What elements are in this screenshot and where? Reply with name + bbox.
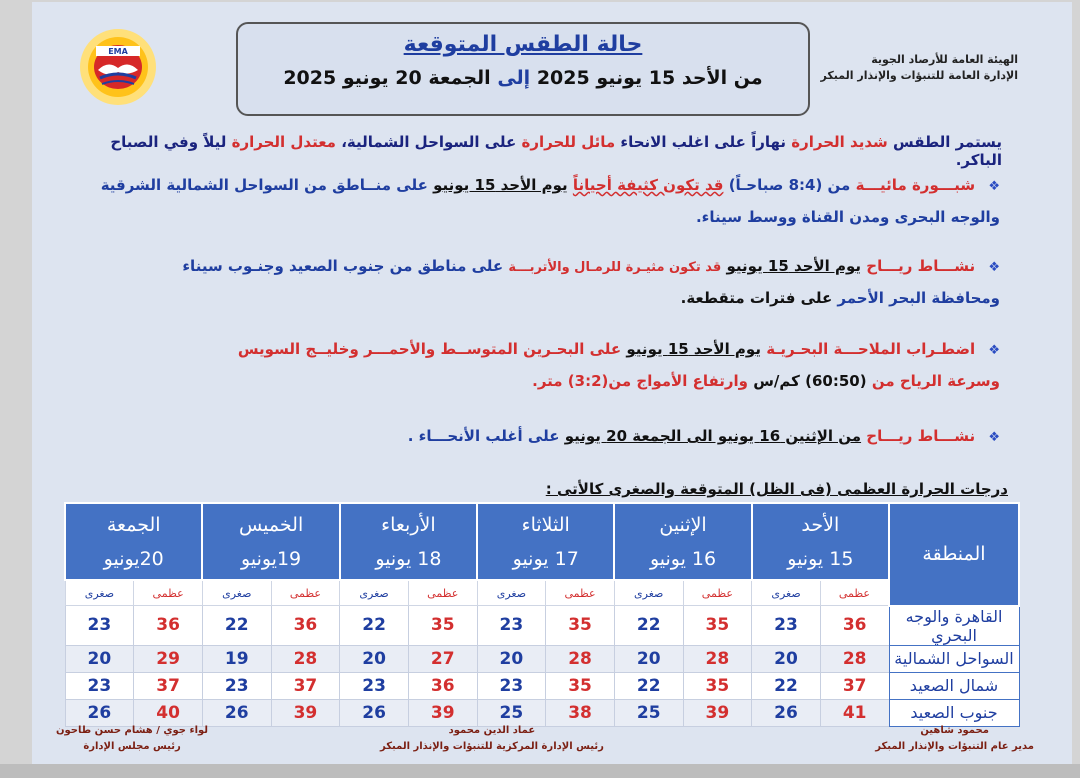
min-temp-cell: 25 bbox=[614, 699, 683, 726]
min-temp-cell: 26 bbox=[202, 699, 271, 726]
wind-periods: على فترات متقطعة. bbox=[680, 289, 833, 307]
table-caption-text: درجات الحرارة العظمى (فى الظل) المتوقعة والصغرى كالأتى : bbox=[545, 480, 1008, 498]
wind-areas: على مناطق من جنوب الصعيد وجنـوب سيناء bbox=[182, 257, 504, 275]
day-date: 19يونيو bbox=[241, 547, 302, 570]
fog-time: من (8:4 صباحـاً) bbox=[728, 176, 851, 194]
day-header bbox=[614, 503, 751, 580]
min-temp-cell: 26 bbox=[340, 699, 409, 726]
min-temp-cell: 23 bbox=[202, 672, 271, 699]
region-name: القاهرة والوجه البحري bbox=[889, 606, 1019, 646]
min-label: صغرى bbox=[340, 580, 409, 606]
wind-week-days: من الإثنين 16 يونيو الى الجمعة 20 يونيو bbox=[564, 427, 862, 445]
day-name: الخميس bbox=[238, 513, 304, 536]
range-from: من الأحد 15 يونيو 2025 bbox=[536, 67, 763, 89]
max-temp-cell: 28 bbox=[271, 645, 340, 672]
min-label: صغرى bbox=[65, 580, 134, 606]
day-name: الثلاثاء bbox=[521, 513, 570, 536]
wind-warning-week bbox=[40, 421, 1000, 453]
intro-text: يستمر الطقس bbox=[892, 133, 1002, 151]
min-temp-cell: 23 bbox=[65, 606, 134, 646]
max-temp-cell: 35 bbox=[546, 672, 615, 699]
intro-highlight: مائل للحرارة bbox=[521, 133, 616, 151]
min-temp-cell: 20 bbox=[614, 645, 683, 672]
min-temp-cell: 25 bbox=[477, 699, 546, 726]
max-temp-cell: 37 bbox=[134, 672, 203, 699]
max-temp-cell: 37 bbox=[820, 672, 889, 699]
range-to: الجمعة 20 يونيو 2025 bbox=[283, 67, 491, 89]
wind-day: يوم الأحد 15 يونيو bbox=[726, 257, 862, 275]
range-separator: إلى bbox=[497, 67, 531, 89]
max-temp-cell: 38 bbox=[546, 699, 615, 726]
signature-general-manager bbox=[875, 723, 1034, 755]
min-temp-cell: 20 bbox=[477, 645, 546, 672]
bullet-icon: ❖ bbox=[988, 179, 1000, 194]
signatory-title: رئيس الإدارة المركزية للتنبؤات والإنذار المبكر bbox=[380, 741, 604, 752]
max-temp-cell: 37 bbox=[271, 672, 340, 699]
min-temp-cell: 22 bbox=[752, 672, 821, 699]
table-row bbox=[65, 699, 1019, 726]
min-temp-cell: 20 bbox=[65, 645, 134, 672]
day-header bbox=[202, 503, 339, 580]
min-temp-cell: 22 bbox=[614, 672, 683, 699]
fog-label: شبـــورة مائيـــة bbox=[855, 176, 976, 194]
region-name: جنوب الصعيد bbox=[889, 699, 1019, 726]
min-label: صغرى bbox=[202, 580, 271, 606]
signature-chairman bbox=[56, 723, 208, 755]
min-label: صغرى bbox=[752, 580, 821, 606]
min-temp-cell: 22 bbox=[202, 606, 271, 646]
wind-week-label: نشـــاط ريـــاح bbox=[866, 427, 976, 445]
max-temp-cell: 29 bbox=[134, 645, 203, 672]
logo-text: EMA bbox=[108, 47, 128, 56]
min-temp-cell: 23 bbox=[65, 672, 134, 699]
max-temp-cell: 27 bbox=[408, 645, 477, 672]
intro-text: على السواحل الشمالية، bbox=[341, 133, 517, 151]
max-temp-cell: 39 bbox=[683, 699, 752, 726]
max-temp-cell: 36 bbox=[408, 672, 477, 699]
min-temp-cell: 23 bbox=[477, 672, 546, 699]
max-label: عظمى bbox=[134, 580, 203, 606]
fog-day: يوم الأحد 15 يونيو bbox=[433, 176, 568, 194]
wind-speed-label: وسرعة الرياح من bbox=[871, 372, 1000, 390]
min-label: صغرى bbox=[614, 580, 683, 606]
max-temp-cell: 28 bbox=[820, 645, 889, 672]
wind-week-areas: على أغلب الأنحـــاء . bbox=[407, 427, 560, 445]
min-temp-cell: 22 bbox=[614, 606, 683, 646]
signatory-name: عماد الدين محمود bbox=[448, 725, 536, 736]
max-temp-cell: 39 bbox=[271, 699, 340, 726]
day-header bbox=[340, 503, 477, 580]
navigation-day: يوم الأحد 15 يونيو bbox=[626, 340, 761, 358]
day-header bbox=[477, 503, 614, 580]
wind-effect: قد تكون مثيـرة للرمـال والأتربـــة bbox=[508, 260, 722, 275]
day-name: الإثنين bbox=[659, 513, 707, 536]
date-range bbox=[238, 67, 808, 89]
navigation-areas: على البحـرين المتوســط والأحمـــر وخليــج السويس bbox=[237, 340, 622, 358]
day-header bbox=[752, 503, 889, 580]
max-label: عظمى bbox=[271, 580, 340, 606]
navigation-label: اضطـراب الملاحـــة البحـريـة bbox=[766, 340, 976, 358]
min-label: صغرى bbox=[477, 580, 546, 606]
fog-areas: على منــاطق من السواحل الشمالية الشرقية bbox=[100, 176, 428, 194]
day-name: الأربعاء bbox=[381, 513, 436, 536]
max-temp-cell: 35 bbox=[683, 606, 752, 646]
intro-highlight: معتدل الحرارة bbox=[231, 133, 336, 151]
min-temp-cell: 26 bbox=[752, 699, 821, 726]
wind-speed-value: (60:50) كم/س bbox=[753, 372, 867, 390]
subheader-row bbox=[65, 580, 1019, 606]
day-date: 18 يونيو bbox=[375, 547, 442, 570]
min-temp-cell: 20 bbox=[340, 645, 409, 672]
max-temp-cell: 36 bbox=[134, 606, 203, 646]
max-temp-cell: 35 bbox=[683, 672, 752, 699]
max-label: عظمى bbox=[546, 580, 615, 606]
ema-logo bbox=[68, 22, 168, 112]
page-title: حالة الطقس المتوقعة bbox=[403, 32, 643, 57]
signatory-name: محمود شاهين bbox=[920, 725, 989, 736]
navigation-warning bbox=[40, 334, 1000, 396]
page-bottom-edge bbox=[0, 764, 1080, 778]
signatory-title: رئيس مجلس الإدارة bbox=[83, 741, 181, 752]
day-name: الأحد bbox=[801, 513, 840, 536]
table-caption bbox=[546, 480, 1008, 498]
max-temp-cell: 41 bbox=[820, 699, 889, 726]
max-label: عظمى bbox=[820, 580, 889, 606]
agency-name: الهيئة العامة للأرصاد الجوية bbox=[871, 53, 1018, 66]
intro-paragraph bbox=[62, 133, 1002, 169]
wind-areas-cont: ومحافظة البحر الأحمر bbox=[837, 289, 1000, 307]
max-temp-cell: 40 bbox=[134, 699, 203, 726]
intro-highlight: شديد الحرارة bbox=[791, 133, 888, 151]
max-temp-cell: 28 bbox=[683, 645, 752, 672]
bullet-icon: ❖ bbox=[988, 343, 1000, 358]
max-temp-cell: 36 bbox=[820, 606, 889, 646]
day-date: 16 يونيو bbox=[649, 547, 717, 570]
min-temp-cell: 23 bbox=[340, 672, 409, 699]
agency-department: الإدارة العامة للتنبؤات والإنذار المبكر bbox=[820, 69, 1018, 82]
table-row bbox=[65, 645, 1019, 672]
day-date: 15 يونيو bbox=[787, 547, 854, 570]
region-name: السواحل الشمالية bbox=[889, 645, 1019, 672]
table-row bbox=[65, 672, 1019, 699]
max-temp-cell: 39 bbox=[408, 699, 477, 726]
signatory-title: مدير عام التنبؤات والإنذار المبكر bbox=[875, 741, 1034, 752]
temperature-table bbox=[64, 502, 1020, 727]
table-row bbox=[65, 606, 1019, 646]
max-temp-cell: 28 bbox=[546, 645, 615, 672]
bullet-icon: ❖ bbox=[988, 430, 1000, 445]
region-name: شمال الصعيد bbox=[889, 672, 1019, 699]
min-temp-cell: 22 bbox=[340, 606, 409, 646]
signature-central-director bbox=[380, 723, 604, 755]
min-temp-cell: 23 bbox=[752, 606, 821, 646]
max-label: عظمى bbox=[408, 580, 477, 606]
region-header: المنطقة bbox=[889, 503, 1019, 606]
wind-warning bbox=[40, 251, 1000, 313]
day-header-row bbox=[65, 503, 1019, 580]
title-box bbox=[236, 22, 810, 116]
intro-text: نهاراً على اغلب الانحاء bbox=[620, 133, 787, 151]
day-date: 20يونيو bbox=[103, 547, 164, 570]
day-name: الجمعة bbox=[106, 513, 161, 536]
wind-label: نشـــاط ريـــاح bbox=[866, 257, 976, 275]
bullet-icon: ❖ bbox=[988, 260, 1000, 275]
fog-warning bbox=[40, 170, 1000, 232]
intro-text: ليلاً وفي الصباح الباكر. bbox=[110, 133, 1002, 169]
day-header bbox=[65, 503, 202, 580]
signatory-name: لواء جوي / هشام حسن طاحون bbox=[56, 725, 209, 736]
fog-areas-cont: والوجه البحرى ومدن القناة ووسط سيناء. bbox=[695, 208, 1000, 226]
max-temp-cell: 36 bbox=[271, 606, 340, 646]
day-date: 17 يونيو bbox=[512, 547, 579, 570]
min-temp-cell: 19 bbox=[202, 645, 271, 672]
wave-height: وارتفاع الأمواج من(3:2) متر. bbox=[532, 372, 748, 390]
min-temp-cell: 23 bbox=[477, 606, 546, 646]
max-label: عظمى bbox=[683, 580, 752, 606]
max-temp-cell: 35 bbox=[546, 606, 615, 646]
max-temp-cell: 35 bbox=[408, 606, 477, 646]
min-temp-cell: 20 bbox=[752, 645, 821, 672]
min-temp-cell: 26 bbox=[65, 699, 134, 726]
agency-header bbox=[821, 52, 1018, 84]
fog-density: قد تكون كثيفة أحياناً bbox=[572, 176, 724, 194]
